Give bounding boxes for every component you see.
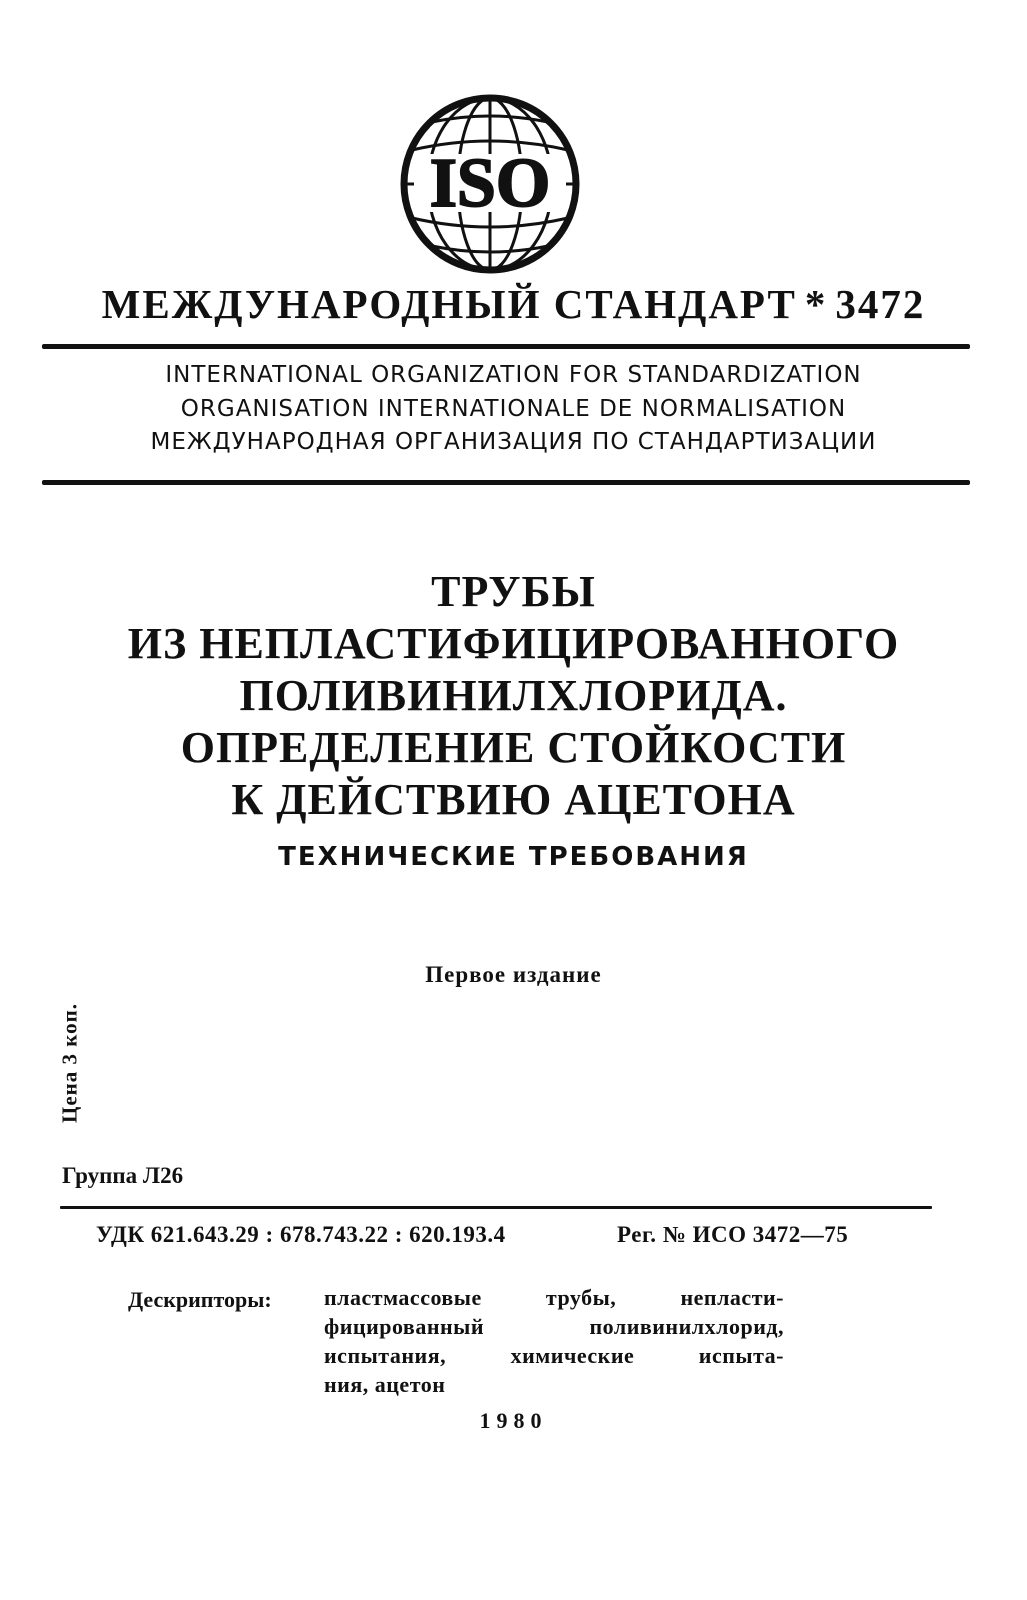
- organization-english: INTERNATIONAL ORGANIZATION FOR STANDARDIZATION: [165, 362, 862, 388]
- udk-code: УДК 621.643.29 : 678.743.22 : 620.193.4: [96, 1222, 506, 1247]
- document-title: [0, 566, 1027, 826]
- descriptors-line: ния, ацетон: [324, 1372, 446, 1397]
- iso-logo-text: ISO: [429, 145, 551, 222]
- descriptors-line: фицированный поливинилхлорид,: [324, 1314, 784, 1339]
- asterisk-separator: *: [804, 281, 828, 327]
- descriptors-label: Дескрипторы:: [128, 1287, 272, 1312]
- standard-number: 3472: [835, 281, 926, 327]
- descriptors-text: [324, 1283, 784, 1399]
- standard-title: [0, 280, 1027, 328]
- publication-year: 1980: [479, 1408, 548, 1433]
- price-text: Цена 3 коп.: [57, 1003, 82, 1123]
- document-title-line: ПОЛИВИНИЛХЛОРИДА.: [239, 671, 788, 720]
- edition-label: Первое издание: [425, 962, 602, 987]
- registration-number: Рег. № ИСО 3472—75: [617, 1222, 849, 1247]
- descriptors-line: испытания, химические испыта-: [324, 1343, 784, 1368]
- standard-title-text: МЕЖДУНАРОДНЫЙ СТАНДАРТ: [101, 281, 797, 327]
- document-title-line: ИЗ НЕПЛАСТИФИЦИРОВАННОГО: [127, 619, 900, 668]
- organization-russian: МЕЖДУНАРОДНАЯ ОРГАНИЗАЦИЯ ПО СТАНДАРТИЗАЦИИ: [150, 429, 877, 455]
- document-title-line: К ДЕЙСТВИЮ АЦЕТОНА: [231, 775, 796, 824]
- organization-rule: [42, 480, 970, 485]
- descriptors-line: пластмассовые трубы, непласти-: [324, 1285, 784, 1310]
- bottom-rule: [60, 1206, 932, 1209]
- organization-french: ORGANISATION INTERNATIONALE DE NORMALISATION: [180, 396, 847, 422]
- document-subtitle: ТЕХНИЧЕСКИЕ ТРЕБОВАНИЯ: [278, 842, 749, 872]
- iso-logo: [398, 92, 582, 276]
- document-title-line: ТРУБЫ: [431, 567, 596, 616]
- document-title-line: ОПРЕДЕЛЕНИЕ СТОЙКОСТИ: [180, 723, 847, 772]
- top-rule: [42, 344, 970, 349]
- group-label: Группа Л26: [62, 1163, 184, 1188]
